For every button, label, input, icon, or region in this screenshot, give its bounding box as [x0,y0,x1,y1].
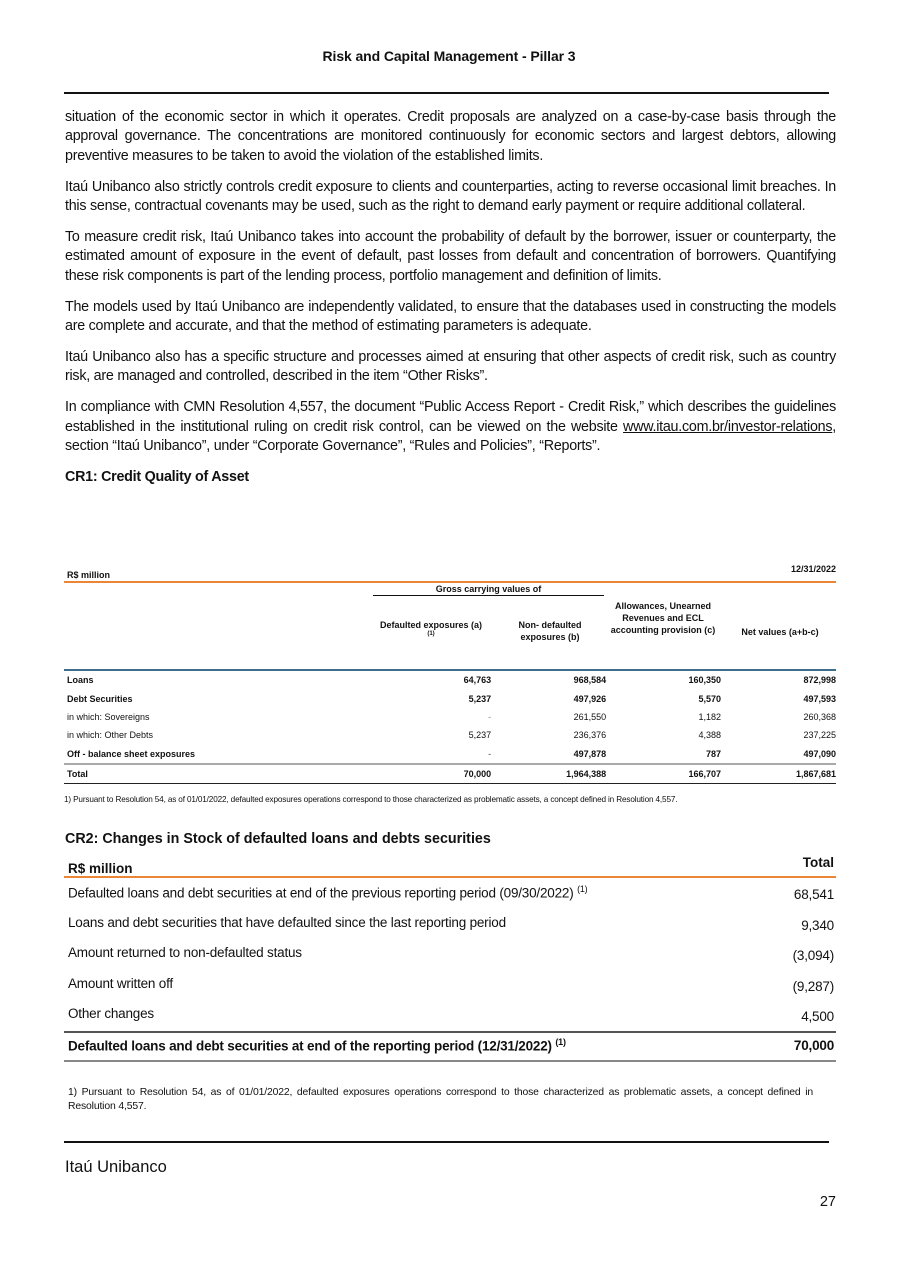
cr2-header-row [64,853,836,878]
cell-value: 261,550 [573,711,607,722]
cr1-unit-row [64,562,836,583]
cr1-col-allowances: Allowances, Unearned Revenues and ECL accounting provision (c) [610,601,716,635]
cr2-final-row [64,1031,836,1062]
cr1-unit: R$ million [67,570,111,580]
row-label: Total [64,764,372,784]
table-row [64,878,836,909]
page-number: 27 [819,1194,836,1210]
cell-value: 5,570 [698,693,721,704]
cell-value: 237,225 [803,730,836,741]
cell-value: 236,376 [573,730,607,741]
table-row [64,970,836,1001]
cr1-table [64,562,836,804]
cell-value: - [488,711,492,722]
row-value: 9,340 [801,917,834,933]
cell-value: 64,763 [463,675,492,686]
row-label-text: Defaulted loans and debt securities at end of the previous reporting period (09/30/2022) [68,885,574,901]
footnote-ref: (1) [577,884,588,894]
cr1-total-row [64,764,836,784]
row-label [68,884,587,901]
cr1-col-net: Net values (a+b-c) [741,627,819,637]
investor-relations-link[interactable]: www.itau.com.br/investor-relations [623,418,833,435]
row-value: 68,541 [793,887,834,902]
table-row [64,689,836,707]
row-label-text: Other changes [68,1006,154,1021]
row-label [68,945,302,960]
cell-value: 260,368 [803,711,836,722]
cell-value: 497,878 [573,748,607,759]
footer-divider [64,1141,829,1143]
row-value: (9,287) [792,978,834,994]
cr1-col-defaulted [369,619,493,638]
row-label [68,915,506,930]
body-text [65,108,836,499]
paragraph: Itaú Unibanco also has a specific structure and processes aimed at ensuring that other aspects of credit risk, such as country risk, are managed and controlled, described in the item “Other Risks”. [65,349,836,385]
cr1-footnote: 1) Pursuant to Resolution 54, as of 01/01/2022, defaulted exposures operations correspond to those characterized as problematic assets, a concept defined in Resolution 4,557. [64,794,678,804]
cell-value: - [488,748,492,759]
page-header-title: Risk and Capital Management - Pillar 3 [322,48,576,64]
footnote-ref: (1) [555,1036,566,1047]
row-label: in which: Other Debts [67,730,154,741]
row-value: 4,500 [801,1009,834,1024]
cell-value: 166,707 [606,764,721,784]
row-label-text: Amount written off [68,975,173,991]
cr2-title: CR2: Changes in Stock of defaulted loans and debts securities [65,831,491,847]
cr2-final-label-text: Defaulted loans and debt securities at end of the reporting period (12/31/2022) [68,1038,552,1053]
cr1-body [64,671,836,784]
row-label-text: Loans and debt securities that have defaulted since the last reporting period [68,914,506,930]
cell-value: 1,964,388 [491,764,606,784]
cr2-final-label [68,1037,566,1054]
row-label: Off - balance sheet exposures [67,748,196,759]
cr1-column-headers [64,583,836,671]
footer-brand: Itaú Unibanco [65,1158,167,1176]
cr2-table [64,853,836,1062]
row-label [68,1006,154,1021]
row-label: in which: Sovereigns [67,711,150,722]
cr2-unit: R$ million [68,861,133,876]
header-divider [64,92,829,94]
cell-value: 1,182 [698,711,721,722]
cr2-total-header: Total [802,855,834,870]
cell-value: 872,998 [803,675,836,686]
cell-value: 70,000 [372,764,491,784]
table-row [64,726,836,744]
cell-value: 968,584 [573,675,607,686]
cell-value: 4,388 [698,730,721,741]
paragraph: situation of the economic sector in which it operates. Credit proposals are analyzed on a case-by-case basis through the approval governance. The concentrations are monitored continuously for economic sectors and largest debtors, allowing preventive measures to be taken to avoid the violation of the established limits. [65,109,836,164]
cr1-group-header: Gross carrying values of [373,584,604,596]
cr2-final-value: 70,000 [793,1037,834,1053]
row-label: Debt Securities [67,693,133,704]
row-label [68,976,173,991]
paragraph: The models used by Itaú Unibanco are independently validated, to ensure that the databases used in constructing the models are complete and accurate, and that the method of estimating parameters is adequate. [65,298,836,335]
table-row [64,745,836,764]
compliance-text-before: In compliance with CMN Resolution 4,557, the document “Public Access Report - Credit Risk,” which describes the guidelines established in the institutional ruling on credit risk control, can be viewed on the website [65,399,836,435]
cell-value: 497,090 [803,748,836,759]
cr1-date: 12/31/2022 [790,564,836,574]
table-row [64,909,836,940]
cell-value: 160,350 [688,675,721,686]
cell-value: 497,926 [573,693,607,704]
row-value: (3,094) [792,948,834,963]
table-row [64,1000,836,1031]
cr2-footnote: 1) Pursuant to Resolution 54, as of 01/01/2022, defaulted exposures operations correspond to those characterized as problematic assets, a concept defined in Resolution 4,557. [68,1087,813,1112]
cell-value: 497,593 [803,693,836,704]
row-label-text: Amount returned to non-defaulted status [68,945,302,960]
footnote-ref: (1) [427,631,435,637]
table-row [64,708,836,726]
compliance-text-after: , section “Itaú Unibanco”, under “Corporate Governance”, “Rules and Policies”, “Reports”. [65,418,836,455]
paragraph: Itaú Unibanco also strictly controls credit exposure to clients and counterparties, acting to reverse occasional limit breaches. In this sense, contractual covenants may be used, such as the right to demand early payment or require additional collateral. [65,178,836,215]
table-row [64,671,836,689]
cell-value: 1,867,681 [721,764,836,784]
table-row [64,939,836,970]
cell-value: 5,237 [468,730,492,741]
cr1-title: CR1: Credit Quality of Asset [65,469,249,486]
cell-value: 5,237 [468,693,492,704]
cr1-col-defaulted-label: Defaulted exposures (a) [379,620,483,630]
row-label: Loans [67,675,94,686]
compliance-paragraph [65,398,836,456]
cell-value: 787 [705,748,721,759]
paragraph: To measure credit risk, Itaú Unibanco takes into account the probability of default by the borrower, issuer or counterparty, the estimated amount of exposure in the event of default, past losses from default and concentration of borrowers. Quantifying these risk components is part of the lending process, portfolio management and definition of limits. [65,229,836,284]
cr1-col-nondefaulted: Non- defaulted exposures (b) [518,620,582,642]
